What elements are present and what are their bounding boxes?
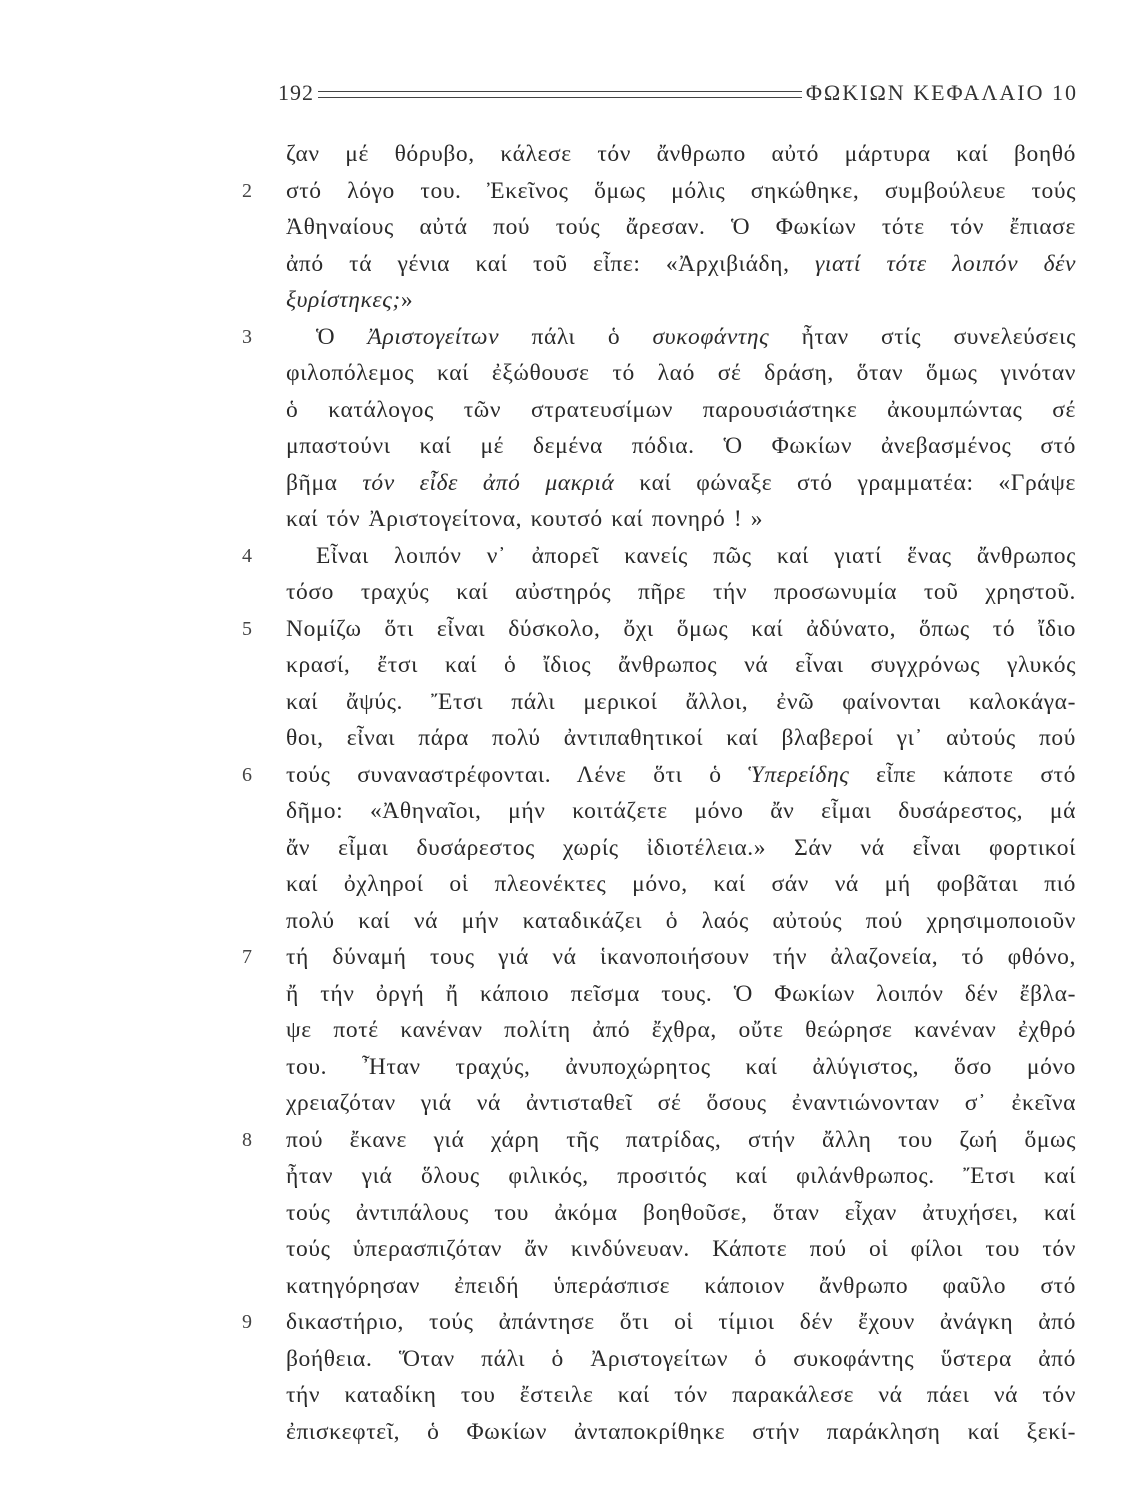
text-segment: τούς ἀντιπάλους του ἀκόμα βοηθοῦσε, ὅταν εἶχαν ἀτυχήσει, καί — [286, 1199, 1076, 1226]
text-segment: Εἶναι λοιπόν ν᾿ ἀπορεῖ κανείς πῶς καί γιατί ἕνας ἄνθρωπος — [316, 542, 1076, 569]
text-segment: καί ὀχληροί οἱ πλεονέκτες μόνο, καί σάν νά μή φοβᾶται πιό — [286, 871, 1076, 897]
text-line — [286, 830, 1076, 867]
text-segment: ζαν μέ θόρυβο, κάλεσε τόν ἄνθρωπο αὐτό μάρτυρα καί βοηθό — [286, 141, 1076, 167]
text-segment: » — [400, 287, 414, 313]
italic-text: Ἀριστογείτων — [367, 323, 500, 350]
text-segment: δῆμο: «Ἀθηναῖοι, μήν κοιτάζετε μόνο ἄν εἶμαι δυσάρεστος, μά — [286, 798, 1076, 824]
text-line — [286, 392, 1076, 429]
text-line — [286, 1195, 1076, 1232]
text-segment: τόσο τραχύς καί αὐστηρός πῆρε τήν προσωνυμία τοῦ χρηστοῦ. — [286, 579, 1076, 605]
text-line — [286, 1341, 1076, 1378]
text-segment: φιλοπόλεμος καί ἐξώθουσε τό λαό σέ δράση, ὅταν ὅμως γινόταν — [286, 360, 1076, 386]
text-segment: τούς ὑπερασπιζόταν ἄν κινδύνευαν. Κάποτε πού οἱ φίλοι του τόν — [286, 1236, 1076, 1262]
text-line — [286, 428, 1076, 465]
text-line — [286, 684, 1076, 721]
text-segment: ἤ τήν ὀργή ἤ κάποιο πεῖσμα τους. Ὁ Φωκίων λοιπόν δέν ἔβλα- — [286, 980, 1076, 1007]
text-line — [286, 976, 1076, 1013]
text-segment: τήν καταδίκη του ἔστειλε καί τόν παρακάλεσε νά πάει νά τόν — [286, 1382, 1076, 1408]
text-segment: ἐπισκεφτεῖ, ὁ Φωκίων ἀνταποκρίθηκε στήν παράκληση καί ξεκί- — [286, 1418, 1076, 1445]
text-segment: πολύ καί νά μήν καταδικάζει ὁ λαός αὐτούς πού χρησιμοποιοῦν — [286, 907, 1076, 934]
text-line — [286, 173, 1076, 210]
italic-text: γιατί τότε λοιπόν δέν — [814, 250, 1076, 277]
text-line — [286, 538, 1076, 575]
section-number: 4 — [242, 544, 252, 567]
text-segment: ἦταν γιά ὅλους φιλικός, προσιτός καί φιλάνθρωπος. Ἔτσι καί — [286, 1163, 1076, 1189]
text-line — [286, 611, 1076, 648]
text-line — [286, 501, 1076, 538]
text-segment: βοήθεια. Ὅταν πάλι ὁ Ἀριστογείτων ὁ συκοφάντης ὕστερα ἀπό — [286, 1345, 1076, 1372]
text-line — [286, 319, 1076, 356]
text-segment: τή δύναμή τους γιά νά ἱκανοποιήσουν τήν ἀλαζονεία, τό φθόνο, — [286, 944, 1076, 970]
section-number: 7 — [242, 946, 252, 968]
text-segment: ὁ κατάλογος τῶν στρατευσίμων παρουσιάστηκε ἀκουμπώντας σέ — [286, 396, 1076, 423]
text-segment: στό λόγο του. Ἐκεῖνος ὅμως μόλις σηκώθηκε, συμβούλευε τούς — [286, 177, 1076, 204]
section-number: 6 — [242, 763, 252, 786]
italic-text: ξυρίστηκες; — [286, 287, 401, 313]
text-line — [286, 1122, 1076, 1159]
text-line — [286, 1158, 1076, 1195]
body-text — [286, 136, 1076, 1450]
text-line — [286, 574, 1076, 611]
text-segment: πάλι ὁ — [499, 323, 653, 350]
text-line — [286, 1049, 1076, 1086]
text-line — [286, 1377, 1076, 1414]
italic-text: συκοφάντης — [652, 323, 770, 350]
text-segment: εἶπε κάποτε στό — [849, 761, 1077, 788]
text-segment: ψε ποτέ κανέναν πολίτη ἀπό ἔχθρα, οὔτε θεώρησε κανέναν ἐχθρό — [286, 1017, 1076, 1043]
text-segment: πού ἔκανε γιά χάρη τῆς πατρίδας, στήν ἄλλη του ζωή ὅμως — [286, 1126, 1076, 1153]
page-number: 192 — [278, 80, 314, 105]
text-segment: τούς συναναστρέφονται. Λένε ὅτι ὁ — [286, 761, 749, 788]
text-line — [286, 1231, 1076, 1268]
text-line — [286, 355, 1076, 392]
section-number: 8 — [242, 1128, 252, 1151]
text-line — [286, 1304, 1076, 1341]
text-line — [286, 1085, 1076, 1122]
text-line — [286, 1268, 1076, 1305]
text-line — [286, 939, 1076, 976]
section-number: 3 — [242, 325, 252, 348]
text-line — [286, 647, 1076, 684]
text-line — [286, 866, 1076, 903]
text-segment: βῆμα — [286, 469, 363, 496]
text-segment: δικαστήριο, τούς ἀπάντησε ὅτι οἱ τίμιοι δέν ἔχουν ἀνάγκη ἀπό — [286, 1309, 1076, 1335]
text-segment: Ὁ — [316, 323, 368, 350]
text-segment: μπαστούνι καί μέ δεμένα πόδια. Ὁ Φωκίων ἀνεβασμένος στό — [286, 433, 1076, 459]
text-segment: καί ἄψύς. Ἔτσι πάλι μερικοί ἄλλοι, ἐνῶ φαίνονται καλοκάγα- — [286, 688, 1076, 715]
text-segment: ἄν εἶμαι δυσάρεστος χωρίς ἰδιοτέλεια.» Σάν νά εἶναι φορτικοί — [286, 834, 1076, 861]
text-segment: θοι, εἶναι πάρα πολύ ἀντιπαθητικοί καί βλαβεροί γι᾿ αὐτούς πού — [286, 725, 1076, 751]
text-segment: ἀπό τά γένια καί τοῦ εἶπε: «Ἀρχιβιάδη, — [286, 250, 815, 277]
text-line — [286, 1012, 1076, 1049]
text-line — [286, 757, 1076, 794]
header-rule — [318, 91, 802, 98]
text-segment: καί τόν Ἀριστογείτονα, κουτσό καί πονηρό ! » — [286, 506, 764, 532]
text-segment: καί φώναξε στό γραμματέα: «Γράψε — [614, 469, 1076, 496]
section-number: 2 — [242, 179, 252, 202]
running-title: ΦΩΚΙΩΝ ΚΕΦΑΛΑΙΟ 10 — [805, 80, 1078, 105]
text-line — [286, 1414, 1076, 1451]
text-segment: Νομίζω ὅτι εἶναι δύσκολο, ὄχι ὅμως καί ἀδύνατο, ὅπως τό ἴδιο — [286, 615, 1076, 642]
text-line — [286, 903, 1076, 940]
italic-text: Ὑπερείδης — [748, 761, 850, 788]
text-segment: κρασί, ἔτσι καί ὁ ἴδιος ἄνθρωπος νά εἶναι συγχρόνως γλυκός — [286, 652, 1076, 678]
italic-text: τόν εἶδε ἀπό μακριά — [362, 469, 615, 496]
running-header — [278, 78, 1078, 108]
text-segment: Ἀθηναίους αὐτά πού τούς ἄρεσαν. Ὁ Φωκίων τότε τόν ἔπιασε — [286, 214, 1076, 240]
text-line — [286, 209, 1076, 246]
text-segment: του. Ἦταν τραχύς, ἀνυποχώρητος καί ἀλύγιστος, ὅσο μόνο — [286, 1053, 1076, 1080]
section-number: 5 — [242, 617, 252, 640]
text-line — [286, 465, 1076, 502]
text-line — [286, 246, 1076, 283]
text-segment: κατηγόρησαν ἐπειδή ὑπεράσπισε κάποιον ἄνθρωπο φαῦλο στό — [286, 1272, 1076, 1299]
text-line — [286, 720, 1076, 757]
text-line — [286, 136, 1076, 173]
text-line — [286, 793, 1076, 830]
text-line — [286, 282, 1076, 319]
section-number: 9 — [242, 1311, 252, 1333]
text-segment: ἦταν στίς συνελεύσεις — [769, 323, 1076, 350]
text-segment: χρειαζόταν γιά νά ἀντισταθεῖ σέ ὅσους ἐναντιώνονταν σ᾿ ἐκεῖνα — [286, 1090, 1076, 1116]
